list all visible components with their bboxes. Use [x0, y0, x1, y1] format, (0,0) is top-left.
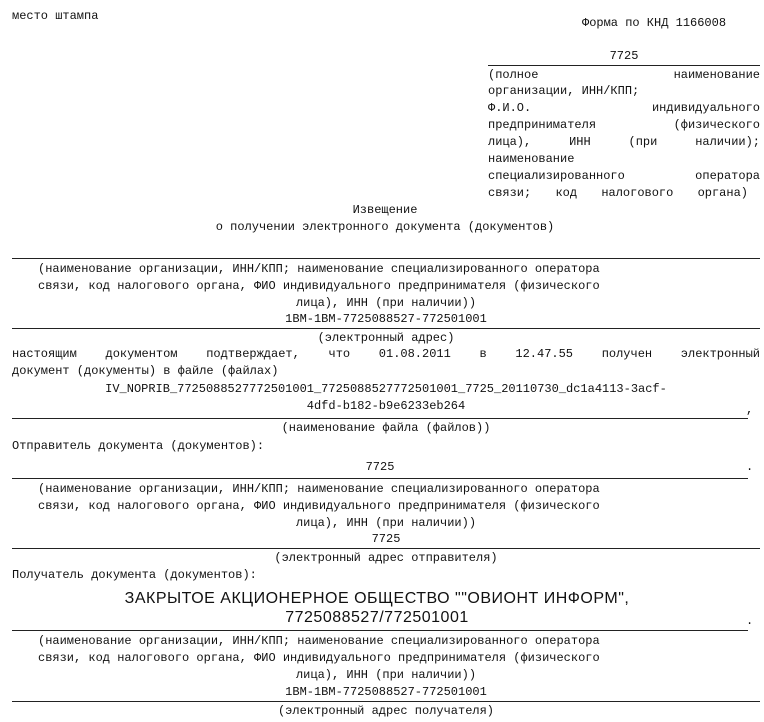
addressee-caption-4: предпринимателя (физического [488, 118, 760, 132]
recipient-address-line [12, 701, 760, 702]
addressee-caption-8: связи; код налогового органа) [488, 186, 748, 200]
recipient-address-caption: (электронный адрес получателя) [277, 704, 495, 718]
addressee-caption-2: организации, ИНН/КПП; [488, 84, 640, 98]
recipient-caption-1: (наименование организации, ИНН/КПП; наименование специализированного оператора [38, 634, 600, 648]
organization-caption-2: связи, код налогового органа, ФИО индивидуального предпринимателя (физического [38, 279, 600, 293]
file-name-2: 4dfd-b182-b9e6233eb264 [306, 399, 466, 413]
recipient-name-2: 7725088527/772501001 [285, 609, 469, 626]
sender-address-caption: (электронный адрес отправителя) [274, 551, 498, 565]
sender-address-line [12, 548, 760, 549]
addressee-caption-5: лица), ИНН (при наличии); [488, 135, 760, 149]
sender-address: 7725 [371, 532, 401, 546]
addressee-line [488, 65, 760, 66]
sender-caption-1: (наименование организации, ИНН/КПП; наименование специализированного оператора [38, 482, 600, 496]
notice-subtitle: о получении электронного документа (документов) [215, 220, 555, 234]
recipient-name-1: ЗАКРЫТОЕ АКЦИОНЕРНОЕ ОБЩЕСТВО ""ОВИОНТ ИНФОРМ", [124, 590, 630, 607]
organization-line [12, 258, 760, 259]
recipient-label: Получатель документа (документов): [12, 568, 257, 582]
recipient-dot: . [746, 614, 754, 628]
confirmation-text-2: документ (документы) в файле (файлах) [12, 364, 279, 378]
sender-caption-2: связи, код налогового органа, ФИО индивидуального предпринимателя (физического [38, 499, 600, 513]
form-code: Форма по КНД 1166008 [582, 16, 727, 30]
sender-caption-3: лица), ИНН (при наличии)) [295, 516, 477, 530]
sender-value: 7725 [365, 460, 395, 474]
sender-label: Отправитель документа (документов): [12, 439, 265, 453]
recipient-caption-2: связи, код налогового органа, ФИО индивидуального предпринимателя (физического [38, 651, 600, 665]
sender-dot: . [746, 460, 754, 474]
organization-caption-3: лица), ИНН (при наличии)) [295, 296, 477, 310]
file-name-1: IV_NOPRIB_7725088527772501001_7725088527772501001_7725_20110730_dc1a4113-3acf- [105, 382, 667, 396]
addressee-caption-6: наименование [488, 152, 575, 166]
addressee-value: 7725 [609, 49, 639, 63]
organization-caption-1: (наименование организации, ИНН/КПП; наименование специализированного оператора [38, 262, 600, 276]
stamp-place-label: место штампа [12, 9, 99, 23]
addressee-caption-1: (полное наименование [488, 68, 760, 82]
recipient-address: 1ВМ-1ВМ-7725088527-772501001 [285, 685, 487, 699]
file-name-line [12, 418, 748, 419]
electronic-address: 1ВМ-1ВМ-7725088527-772501001 [285, 312, 487, 326]
sender-line [12, 478, 748, 479]
file-name-caption: (наименование файла (файлов)) [281, 421, 491, 435]
recipient-line [12, 630, 748, 631]
recipient-caption-3: лица), ИНН (при наличии)) [295, 668, 477, 682]
confirmation-text-1: настоящим документом подтверждает, что 01.08.2011 в 12.47.55 получен электронный [12, 347, 760, 361]
file-name-comma: , [746, 403, 754, 417]
electronic-address-caption: (электронный адрес) [317, 331, 455, 345]
electronic-address-line [12, 328, 760, 329]
notice-title: Извещение [352, 203, 418, 217]
addressee-caption-7: специализированного оператора [488, 169, 760, 183]
addressee-caption-3: Ф.И.О. индивидуального [488, 101, 760, 115]
